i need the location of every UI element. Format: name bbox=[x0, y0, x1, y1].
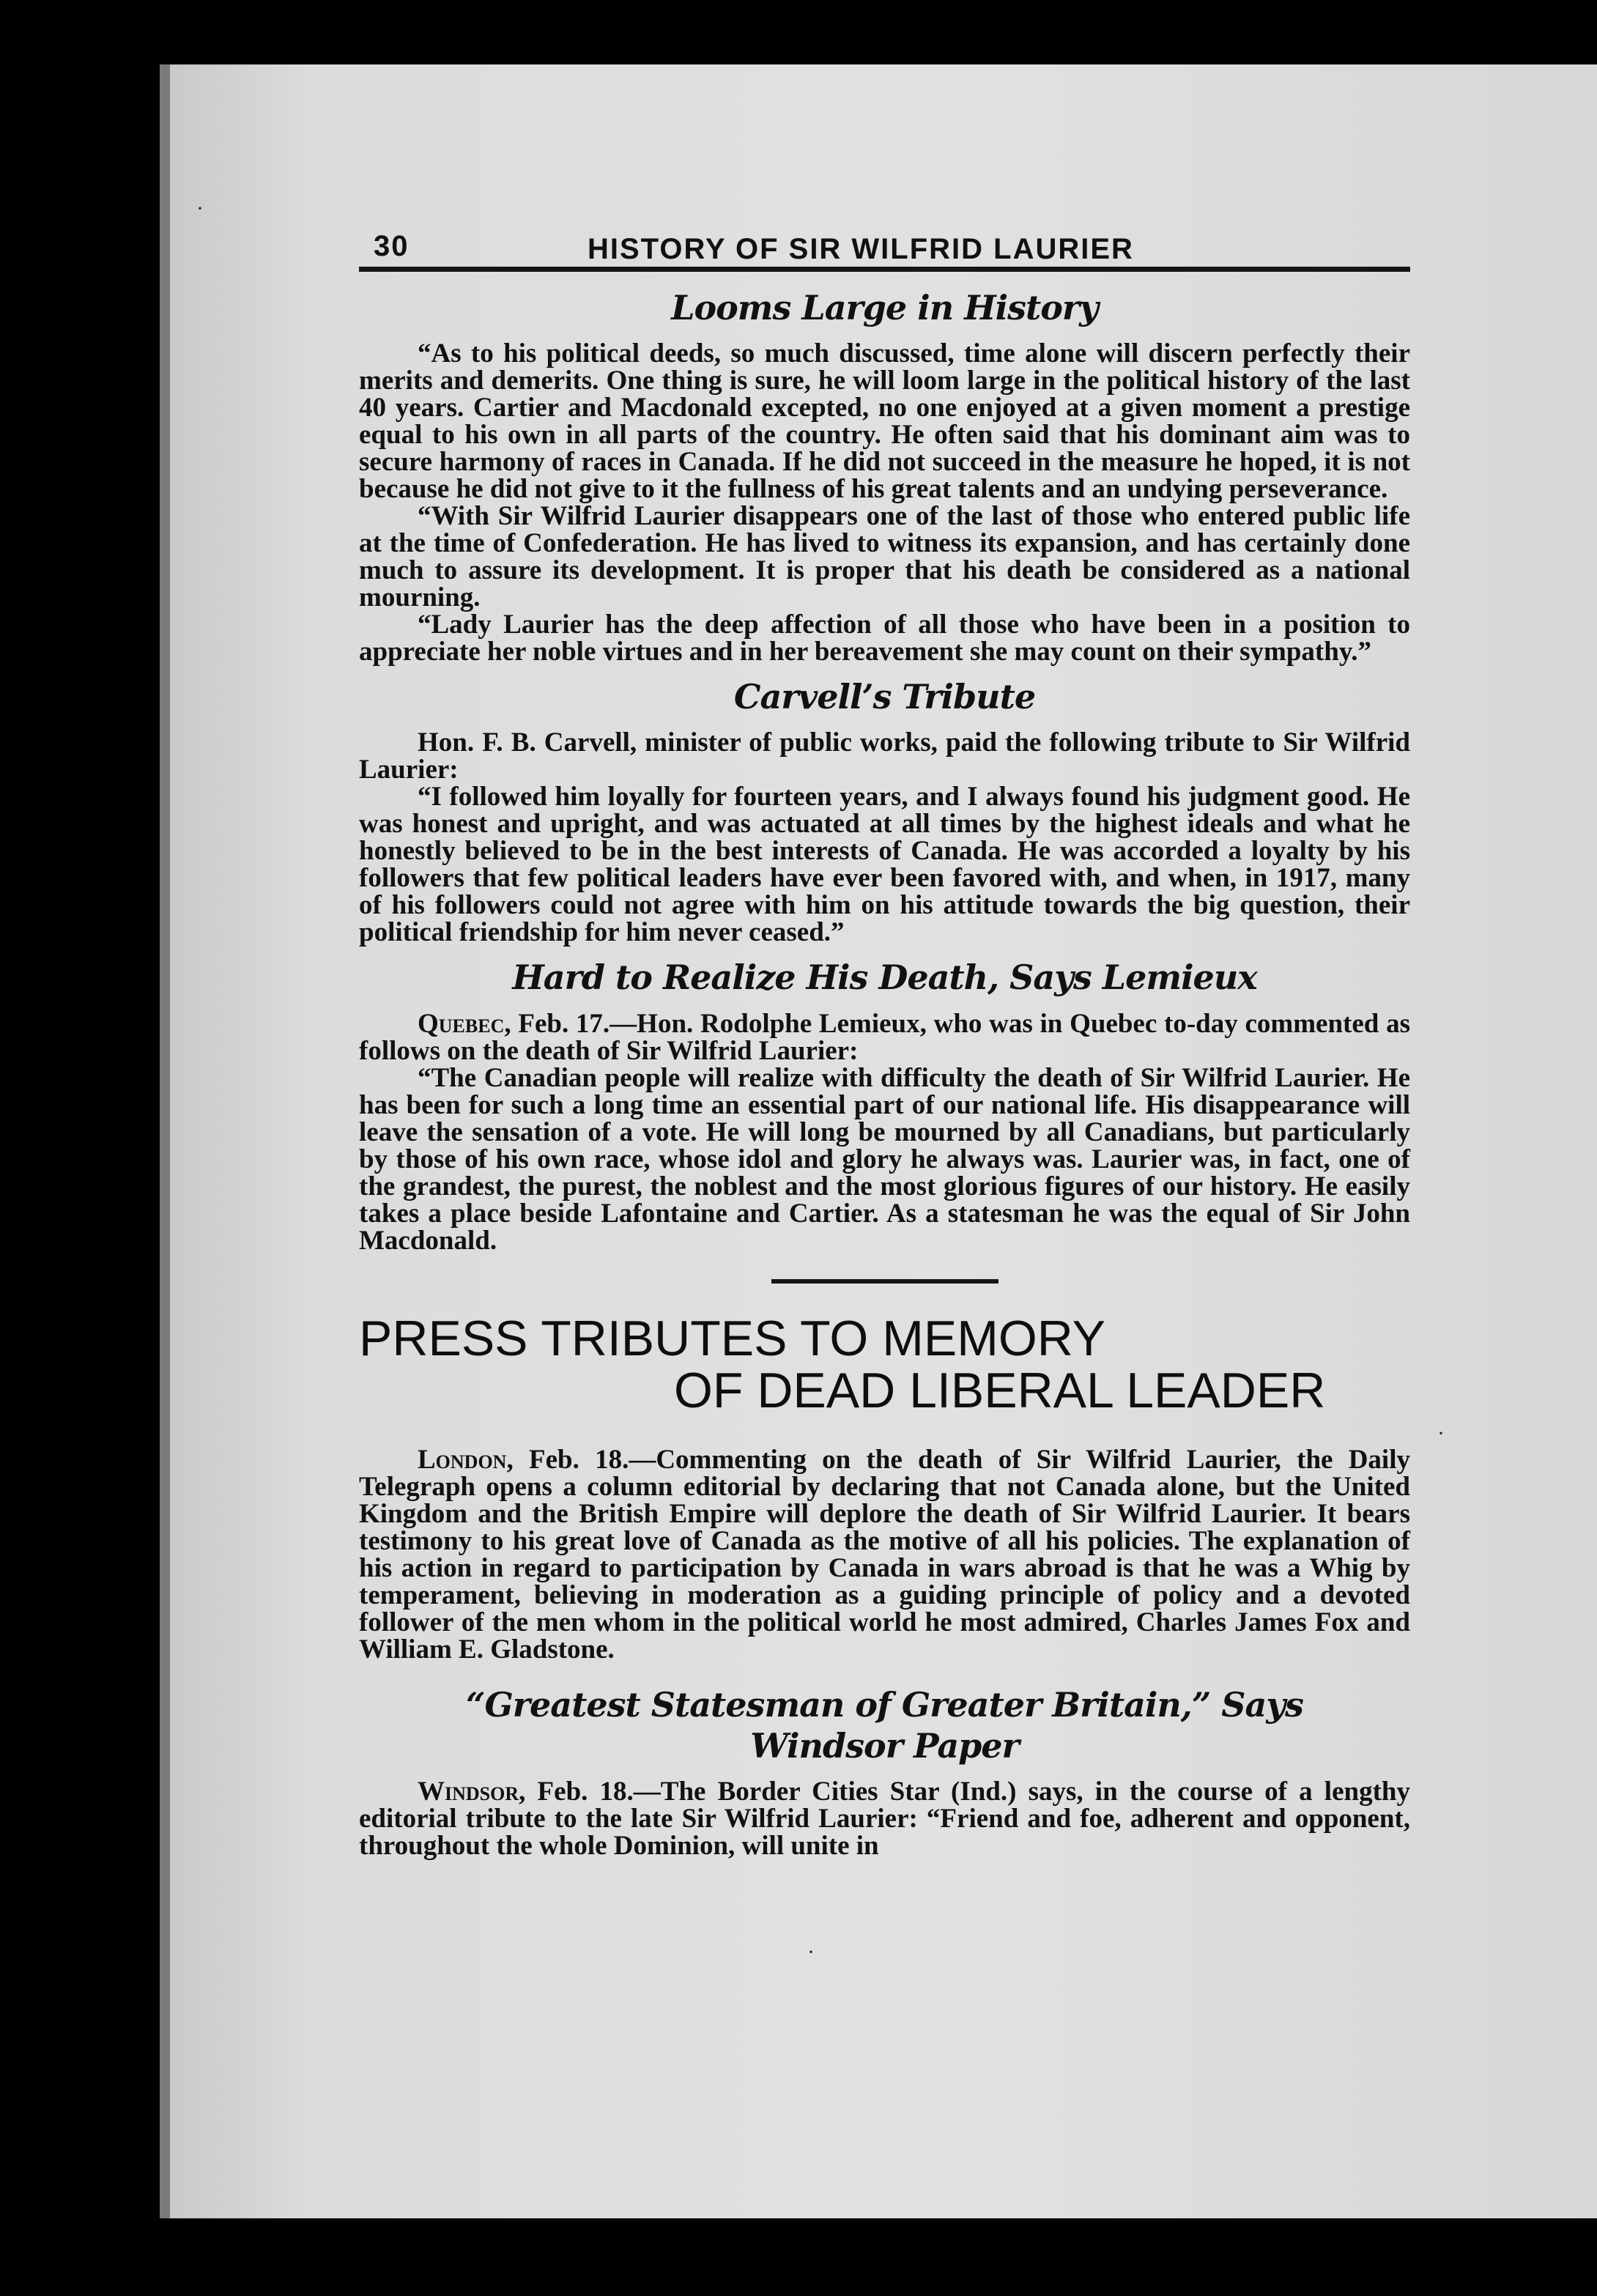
press-title bbox=[359, 1310, 1410, 1418]
section-heading-lemieux: Hard to Realize His Death, Says Lemieux bbox=[512, 958, 1257, 998]
scan-speck: · bbox=[807, 1940, 815, 1964]
text-column bbox=[359, 220, 1410, 1859]
scan-speck: · bbox=[196, 196, 204, 221]
paragraph: “With Sir Wilfrid Laurier disappears one of the last of those who entered public life at the time of Confederation. He has lived to witness its expansion, and has certainly done much to assure its development. It is proper that his death be considered as a national mourning. bbox=[359, 501, 1410, 613]
paragraph bbox=[359, 1778, 1410, 1859]
paragraph bbox=[359, 1010, 1410, 1064]
section-heading-carvell: Carvell’s Tribute bbox=[733, 677, 1036, 717]
running-header bbox=[359, 220, 1410, 267]
scan-speck: · bbox=[1437, 1421, 1445, 1445]
paragraph: “I followed him loyally for fourteen years, and I always found his judgment good. He was honest and upright, and was actuated at all times by the highest ideals and what he honestly believed to be in the best interests of Canada. He was accorded a loyalty by his followers that few political leaders have ever been favored with, and when, in 1917, many of his followers could not agree with him on his attitude towards the big question, their political friendship for him never ceased.” bbox=[359, 782, 1410, 948]
dateline-london: London bbox=[418, 1445, 507, 1475]
paragraph bbox=[359, 1446, 1410, 1663]
dateline-quebec: Quebec bbox=[418, 1008, 505, 1039]
paragraph: “The Canadian people will realize with difficulty the death of Sir Wilfrid Laurier. He has been for such a long time an essential part of our national life. His disappearance will leave the sensation of a vote. He will long be mourned by all Canadians, but particularly by those of his own race, whose idol and glory he always was. Laurier was, in fact, one of the grandest, the purest, the noblest and the most glorious figures of our history. He easily takes a place beside Lafontaine and Cartier. As a statesman he was the equal of Sir John Macdonald. bbox=[359, 1062, 1410, 1256]
header-rule bbox=[359, 267, 1410, 272]
page-number: 30 bbox=[374, 230, 410, 262]
press-title-line-2: OF DEAD LIBERAL LEADER bbox=[674, 1362, 1326, 1418]
paragraph: Hon. F. B. Carvell, minister of public works, paid the following tribute to Sir Wilfrid Laurier: bbox=[359, 727, 1410, 785]
paragraph: “As to his political deeds, so much discussed, time alone will discern perfectly their merits and demerits. One thing is sure, he will loom large in the political history of the last 40 years. Cartier and Macdonald excepted, no one enjoyed at a given moment a prestige equal to his own in all parts of the country. He often said that his dominant aim was to secure harmony of races in Canada. If he did not succeed in the measure he hoped, it is not because he did not give to it the fullness of his great talents and an undying perseverance. bbox=[359, 338, 1410, 505]
paragraph-text: , Feb. 18.—The Border Cities Star (Ind.) says, in the course of a lengthy editorial tribute to the late Sir Wilfrid Laurier: “Friend and foe, adherent and opponent, throughout the whole Dominion, will unite in bbox=[359, 1776, 1410, 1861]
paragraph-text: , Feb. 17.—Hon. Rodolphe Lemieux, who was in Quebec to-day commented as follows on the death of Sir Wilfrid Laurier: bbox=[359, 1008, 1410, 1066]
section-divider bbox=[771, 1279, 998, 1284]
section-heading-looms-large: Looms Large in History bbox=[671, 288, 1098, 327]
dateline-windsor: Windsor bbox=[418, 1776, 519, 1807]
paragraph: “Lady Laurier has the deep affection of all those who have been in a position to appreciate her noble virtues and in her bereavement she may count on their sympathy.” bbox=[359, 610, 1410, 667]
section-heading-windsor: “Greatest Statesman of Greater Britain,” Says Windsor Paper bbox=[466, 1685, 1303, 1766]
paragraph-text: , Feb. 18.—Commenting on the death of Sir Wilfrid Laurier, the Daily Telegraph opens a column editorial by declaring that not Canada alone, but the United Kingdom and the British Empire will deplore the death of Sir Wilfrid Laurier. It bears testimony to his great love of Canada as the motive of all his policies. The explanation of his action in regard to participation by Canada in wars abroad is that he was a Whig by temperament, believing in moderation as a guiding principle of policy and a devoted follower of the men whom in the political world he most admired, Charles James Fox and William E. Gladstone. bbox=[359, 1445, 1410, 1665]
running-title: HISTORY OF SIR WILFRID LAURIER bbox=[588, 233, 1134, 265]
press-title-line-1: PRESS TRIBUTES TO MEMORY bbox=[359, 1310, 1105, 1366]
